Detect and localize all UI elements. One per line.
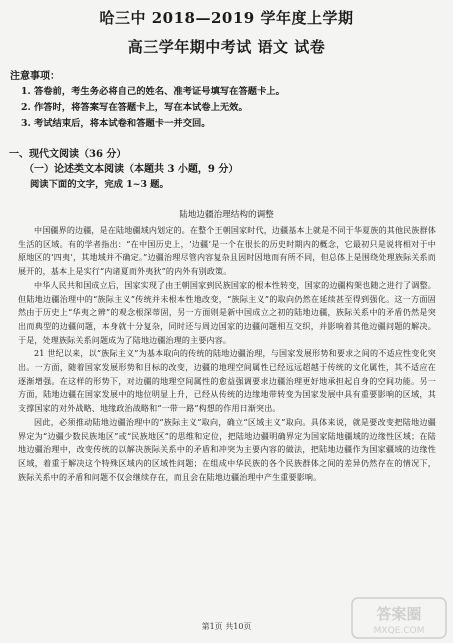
article-title: 陆地边疆治理结构的调整 — [179, 210, 274, 220]
notes-heading: 注意事项： — [10, 71, 60, 82]
page-number: 第1页 共10页 — [201, 622, 252, 631]
svg-text:MXQE.COM: MXQE.COM — [373, 626, 425, 636]
article-paragraph: 中华人民共和国成立后，国家实现了由王朝国家到民族国家的根本性转变，国家的边疆构架也随之进行了调整。但陆地边疆治理中的“族际主义”传统并未根本性地改变，“族际主义”的取向仍然在延续甚至得到强化。这一方面固然由于历史上“华夷之辨”的观念根深蒂固，另一方面则是新中国成立之初的陆地边疆，族际关系中的矛盾仍然是突出而典型的边疆问题，本身就十分复杂，同时还与周边国家的边疆问题相互交织，并影响着其他边疆问题的解决。于是，处理族际关系问题成为了陆地边疆治理的主要内容。 — [18, 280, 436, 345]
svg-text:答案圈: 答案圈 — [376, 605, 422, 623]
subsection-heading: （一）论述类文本阅读（本题共 3 小题，9 分） — [24, 164, 239, 175]
exam-title-line2: 高三学年期中考试 语文 试卷 — [127, 38, 326, 56]
article-paragraph: 21 世纪以来，以“族际主义”为基本取向的传统的陆地边疆治理，与国家发展形势和要求之间的不适应性变化突出。一方面，随着国家发展形势和目标的改变，边疆的地理空间属性已经远远超越于传统的文化属性，其不适应在逐渐增强。在这样的形势下，对边疆的地理空间属性的愈益强调要求边疆治理更好地承担起自身的空间功能。另一方面，陆地边疆在国家发展中的地位明显上升，已经从传统的边缘地带转变为国家发展中具有重要影响的区域，其支撑国家的对外战略、地缘政治战略和“一带一路”构想的作用日渐突出。 — [18, 349, 436, 414]
part-heading: 一、现代文阅读（36 分） — [9, 149, 127, 160]
article-paragraph: 中国疆界的边疆，是在陆地疆域内划定的。在整个王朝国家时代，边疆基本上就是不同于华夏族的其他民族群体生活的区域。有的学者指出：“在中国历史上，‘边疆’是一个在很长的历史时期内的概念，它最初只是说将相对于中原地区的‘四夷’，其地域并不确定。”边疆治理尽管内容复杂且因时因地而有所不同，但总体上是围绕处理族际关系而展开的，基本上是实行“内诸夏而外夷狄”的内外有别政策。 — [18, 226, 436, 277]
article-body — [18, 224, 436, 484]
note-item-1: 1. 答卷前，考生务必将自己的姓名、准考证号填写在答题卡上。 — [21, 86, 285, 97]
reading-instruction: 阅读下面的文字，完成 1~3 题。 — [30, 179, 169, 190]
note-item-3: 3. 考试结束后，将本试卷和答题卡一并交回。 — [21, 118, 211, 129]
watermark-logo — [351, 597, 447, 639]
note-item-2: 2. 作答时，将答案写在答题卡上，写在本试卷上无效。 — [21, 102, 248, 113]
article-paragraph: 因此，必须推动陆地边疆治理中的“族际主义”取向，确立“区域主义”取向。具体来说，就是要改变把陆地边疆界定为“边疆少数民族地区”或“民族地区”的思维和定位，把陆地边疆明确界定为国家陆地疆域的边缘性区域；在陆地边疆治理中，改变传统的以解决族际关系中的矛盾和冲突为主要内容的做法，把陆地边疆作为国家疆域的边缘性区域，着重于解决这个特殊区域内的区域性问题；在组成中华民族的各个民族群体之间的差异仍然存在的情况下，族际关系中的矛盾和问题不仅会继续存在，而且会在陆地边疆治理中产生重要影响。 — [18, 417, 436, 482]
exam-title-line1: 哈三中 2018—2019 学年度上学期 — [99, 9, 354, 27]
